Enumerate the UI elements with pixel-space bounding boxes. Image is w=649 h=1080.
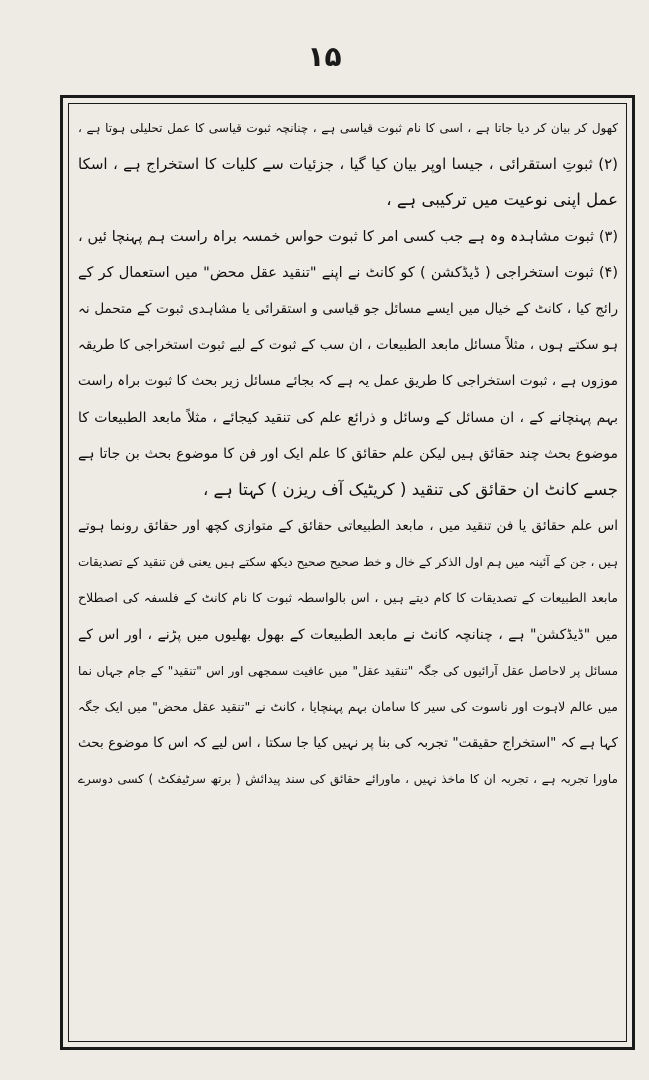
text-line: (۳) ثبوت مشاہدہ وہ ہے جب کسی امر کا ثبوت حواس خمسہ براہ راست ہم پہنچا ئیں ، [78,228,618,245]
text-line: میں عالم لاہوت اور ناسوت کی سیر کا سامان بہم پہنچایا ، کانٹ نے "تنقید عقل محض" میں ایک جگہ [78,699,618,714]
text-line: موزوں ہے ، ثبوت استخراجی کا طریق عمل یہ ہے کہ بجائے مسائل زیر بحث کا ثبوت براہ راست [78,373,618,390]
text-line: عمل اپنی نوعیت میں ترکیبی ہے ، [386,190,618,210]
text-line: رائج کیا ، کانٹ کے خیال میں ایسے مسائل جو قیاسی و استقرائی یا مشاہدی ثبوت کے متحمل نہ [78,300,618,317]
text-line: ہو سکتے ہوں ، مثلاً مسائل مابعد الطبیعات ، ان سب کے ثبوت کے لیے ثبوت استخراجی کا طریقہ [78,337,618,354]
text-line: مسائل پر لاحاصل عقل آرائیوں کی جگہ "تنقید عقل" میں عافیت سمجھی اور اس "تنقید" کے جام جہاں نما [78,663,618,678]
page-number: ۱۵ [307,40,342,73]
text-line: ہیں ، جن کے آئینہ میں ہم اول الذکر کے خال و خط صحیح صحیح دیکھ سکتے ہیں یعنی فن تنقید کے تصدیقات [78,555,618,570]
text-line: کہا ہے کہ "استخراج حقیقت" تجربہ کی بنا پر نہیں کیا جا سکتا ، اس لیے کہ اس کا موضوع بحث [78,735,618,752]
text-line: (۲) ثبوتِ استقرائی ، جیسا اوپر بیان کیا گیا ، جزئیات سے کلیات کا استخراج ہے ، اسکا [78,155,618,174]
text-line: اس علم حقائق یا فن تنقید میں ، مابعد الطبیعاتی حقائق کے متوازی کچھ اور حقائق رونما ہوتے [78,518,618,535]
text-line: مابعد الطبیعات کے تصدیقات کا کام دیتے ہیں ، اس بالواسطہ ثبوت کا نام کانٹ کے فلسفہ کی اصطلاح [78,590,618,606]
text-line: جسے کانٹ ان حقائق کی تنقید ( کریٹیک آف ریزن ) کہتا ہے ، [202,479,618,499]
urdu-text-block [78,110,618,1040]
text-line: موضوع بحث چند حقائق ہیں لیکن علم حقائق کا علم ایک اور فن کا موضوع بحث بن جاتا ہے [78,445,618,462]
text-line: (۴) ثبوت استخراجی ( ڈیڈکشن ) کو کانٹ نے اپنے "تنقید عقل محض" میں استعمال کر کے [78,264,618,281]
text-line: بہم پہنچانے کے ، ان مسائل کے وسائل و ذرائع علم کی تنقید کیجائے ، مثلاً مابعد الطبیعات کا [78,409,618,426]
text-line: ماورا تجربہ ہے ، تجربہ ان کا ماخذ نہیں ، ماورائے حقائق کی سند پیدائش ( برتھ سرٹیفکٹ ) کسی دوسرے [78,772,618,787]
text-line: میں "ڈیڈکشن" ہے ، چنانچہ کانٹ نے مابعد الطبیعات کے بھول بھلیوں میں پڑنے ، اور اس کے [78,626,618,643]
text-line: کھول کر بیان کر دیا جاتا ہے ، اسی کا نام ثبوت قیاسی ہے ، چنانچہ ثبوت قیاسی کا عمل تحلیلی ہوتا ہے ، [78,121,618,135]
